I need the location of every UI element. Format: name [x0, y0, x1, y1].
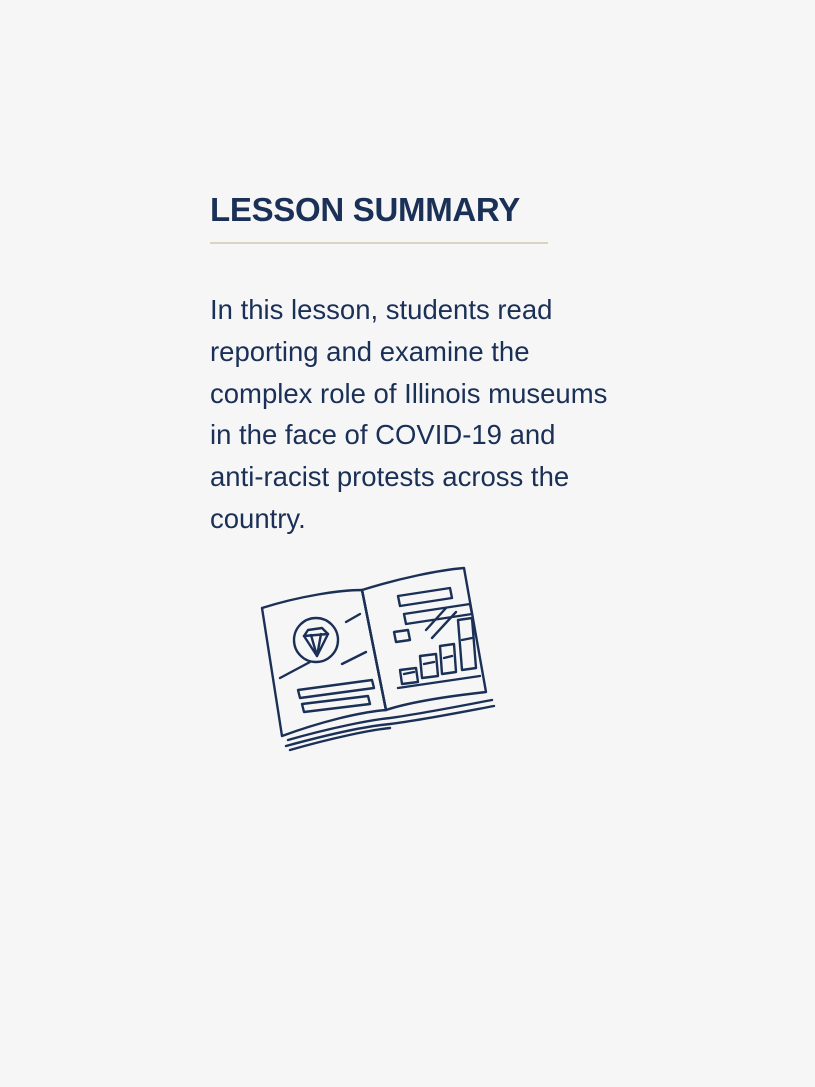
heading-divider: [210, 242, 548, 244]
lesson-summary-heading: LESSON SUMMARY: [210, 191, 520, 228]
open-magazine-icon: [250, 560, 510, 760]
lesson-summary-text: In this lesson, students read reporting and examine the complex role of Illinois museums in the face of COVID-19 and anti-racist protests across the country.: [210, 294, 608, 534]
